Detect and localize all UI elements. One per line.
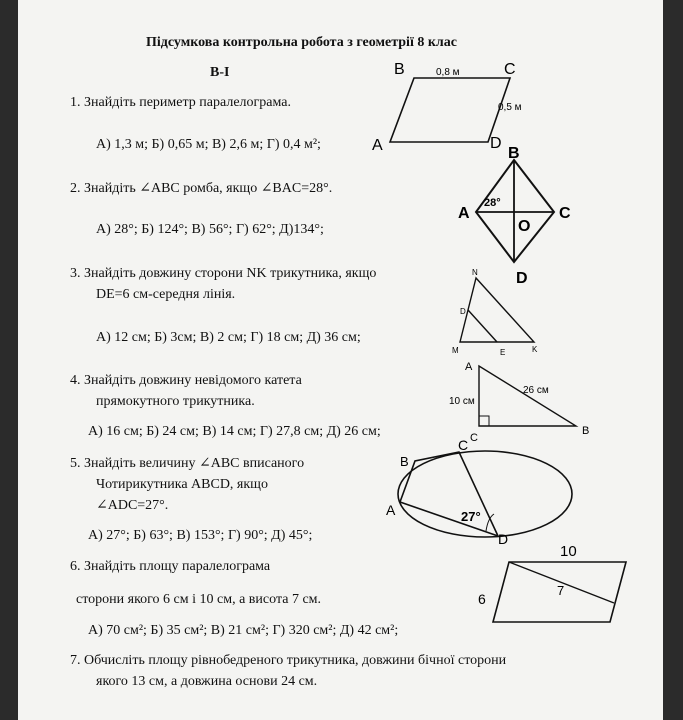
fig2-label-d: D: [516, 270, 528, 287]
fig3-label-e: E: [500, 348, 506, 357]
question-3-text-line1: 3. Знайдіть довжину сторони NK трикутника, якщо: [70, 266, 377, 281]
fig4-hypotenuse-label: 26 см: [523, 385, 549, 396]
question-6-text-line2: сторони якого 6 см і 10 см, а висота 7 см.: [76, 592, 322, 607]
fig1-label-a: A: [372, 137, 383, 154]
fig2-label-b: B: [508, 145, 520, 162]
question-5-text-line3: ∠ADC=27°.: [96, 498, 169, 513]
fig1-label-right-side: 0,5 м: [498, 102, 522, 113]
figure-4-right-triangle: [449, 361, 589, 444]
fig5-label-d: D: [498, 531, 509, 547]
fig1-label-b: B: [394, 61, 405, 78]
angle-arc: [486, 514, 494, 531]
fig5-label-c: C: [458, 437, 469, 453]
question-2-text: 2. Знайдіть ∠ABC ромба, якщо ∠BAC=28°.: [70, 181, 333, 196]
quadrilateral-sides: [400, 452, 498, 536]
question-4-text-line2: прямокутного трикутника.: [96, 394, 255, 409]
question-1-answers: А) 1,3 м; Б) 0,65 м; В) 2,6 м; Г) 0,4 м²;: [96, 137, 321, 152]
fig4-label-b: B: [582, 425, 590, 437]
fig4-leg-label: 10 см: [449, 396, 475, 407]
variant-label: В-І: [210, 65, 230, 80]
right-angle-marker: [479, 416, 489, 426]
fig4-label-c: C: [470, 432, 478, 444]
question-3-text-line2: DE=6 см-середня лінія.: [96, 287, 236, 302]
fig2-label-a: A: [458, 205, 470, 222]
circumscribed-circle: [398, 451, 572, 537]
question-7-text-line2: якого 13 см, а довжина основи 24 см.: [96, 674, 318, 689]
question-4-text-line1: 4. Знайдіть довжину невідомого катета: [70, 373, 302, 388]
question-7-text-line1: 7. Обчисліть площу рівнобедреного трикутника, довжини бічної сторони: [70, 653, 507, 668]
figures: [18, 0, 663, 720]
fig5-label-b: B: [400, 454, 409, 469]
question-5-answers: А) 27°; Б) 63°; В) 153°; Г) 90°; Д) 45°;: [88, 528, 313, 543]
question-5-text-line1: 5. Знайдіть величину ∠ABC вписаного: [70, 456, 305, 471]
figure-6-parallelogram: [478, 543, 626, 622]
triangle-mnk: [460, 278, 534, 342]
question-3-answers: А) 12 см; Б) 3см; В) 2 см; Г) 18 см; Д) 36 см;: [96, 330, 361, 345]
question-5-text-line2: Чотирикутника ABCD, якщо: [96, 477, 268, 492]
fig6-label-side: 6: [478, 591, 486, 607]
fig3-label-d: D: [460, 307, 466, 316]
fig5-angle-label: 27°: [461, 509, 481, 524]
fig5-label-a: A: [386, 502, 396, 518]
question-6-answers: А) 70 см²; Б) 35 см²; В) 21 см²; Г) 320 см²; Д) 42 см²;: [88, 623, 399, 638]
question-1-text: 1. Знайдіть периметр паралелограма.: [70, 95, 291, 110]
fig2-label-o: O: [518, 218, 531, 235]
parallelogram-shape: [390, 78, 510, 142]
midline-de: [468, 310, 497, 342]
rhombus-shape: [476, 160, 554, 262]
question-6-text-line1: 6. Знайдіть площу паралелограма: [70, 559, 271, 574]
fig1-label-d: D: [490, 135, 502, 152]
figure-2-rhombus: [458, 145, 571, 287]
figure-5-inscribed-quadrilateral: [386, 437, 572, 547]
right-triangle-shape: [479, 366, 576, 426]
fig3-label-n: N: [472, 268, 478, 277]
figure-1-parallelogram: [372, 61, 522, 154]
fig4-label-a: A: [465, 361, 473, 373]
fig2-label-c: C: [559, 205, 571, 222]
question-2-answers: А) 28°; Б) 124°; В) 56°; Г) 62°; Д)134°;: [96, 222, 324, 237]
fig1-label-top-side: 0,8 м: [436, 67, 460, 78]
question-4-answers: А) 16 см; Б) 24 см; В) 14 см; Г) 27,8 см; Д) 26 см;: [88, 424, 381, 439]
fig3-label-m: M: [452, 346, 459, 355]
fig6-label-height: 7: [557, 583, 565, 598]
fig6-label-top-side: 10: [560, 543, 577, 560]
fig1-label-c: C: [504, 61, 516, 78]
fig3-label-k: K: [532, 345, 538, 354]
page-title: Підсумкова контрольна робота з геометрії 8 клас: [146, 35, 457, 50]
fig2-angle-label: 28°: [484, 197, 501, 209]
worksheet: [18, 0, 663, 720]
